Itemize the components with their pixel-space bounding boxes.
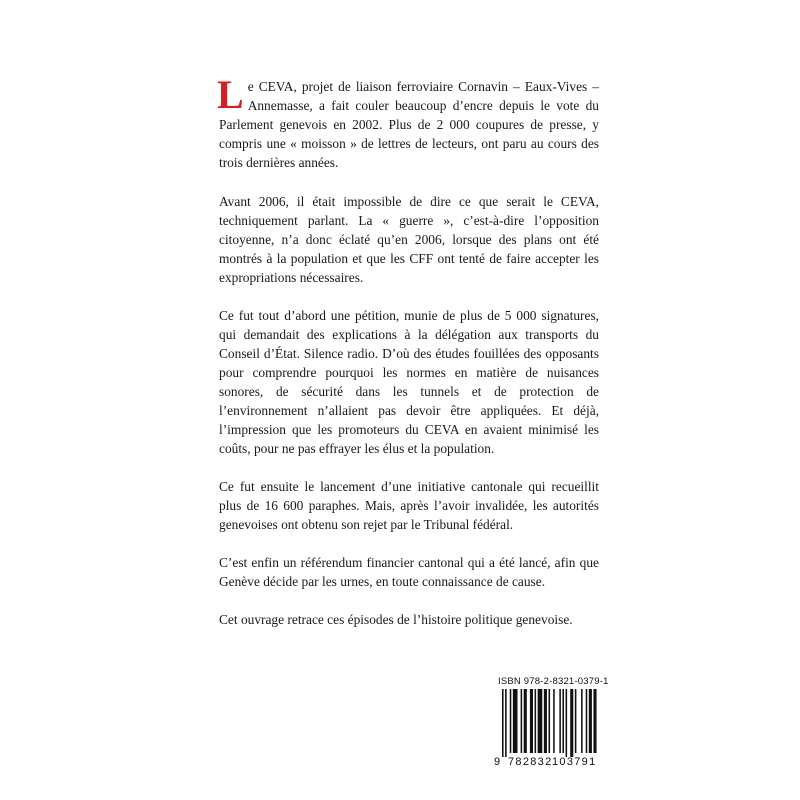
barcode-bar-3 [513, 689, 518, 753]
barcode-bars [502, 689, 598, 757]
barcode-bar-1 [505, 689, 507, 757]
barcode-left-digits: 782832 [508, 756, 553, 768]
barcode-right-digits: 103791 [552, 756, 597, 768]
barcode-bar-5 [524, 689, 527, 753]
blurb-text [217, 72, 599, 648]
barcode-bar-0 [502, 689, 504, 757]
blurb-paragraph-2: Avant 2006, il était impossible de dire ce que serait le CEVA, techniquement parlant. La « guerre », c’est-à-dire l’opposition citoyenne, n’a donc éclaté qu’en 2006, lorsque des plans ont été montrés à la population et que les CFF ont tenté de faire accepter les expropriations nécessaires. [219, 194, 599, 285]
blurb-paragraph-6: Cet ouvrage retrace ces épisodes de l’histoire politique genevoise. [219, 612, 573, 627]
blurb-paragraph-4: Ce fut ensuite le lancement d’une initiative cantonale qui recueillit plus de 16 600 paraphes. Mais, après l’avoir invalidée, les autorités genevoises ont obtenu son rejet par le Tribunal fédéral. [219, 479, 599, 532]
barcode-bar-16 [575, 689, 577, 753]
barcode-bar-18 [586, 689, 588, 753]
barcode-bar-9 [544, 689, 547, 753]
barcode-bar-11 [553, 689, 555, 753]
isbn-barcode [494, 676, 609, 772]
barcode-bar-13 [562, 689, 564, 753]
barcode-bar-4 [521, 689, 523, 753]
drop-cap: L [217, 72, 244, 117]
barcode-bar-10 [549, 689, 551, 753]
barcode-bar-19 [589, 689, 592, 753]
blurb-paragraph-3: Ce fut tout d’abord une pétition, munie de plus de 5 000 signatures, qui demandait des explications à la délégation aux transports du Conseil d’État. Silence radio. D’où des études fouillées des opposants pour comprendre pourquoi les normes en matière de nuisances sonores, de sécurité dans les tunnels et de protection de l’environnement n’allaient pas devoir être appliquées. Et déjà, l’impression que les promoteurs du CEVA en avaient minimisé les coûts, pour ne pas effrayer les élus et la population. [219, 308, 599, 456]
barcode-bar-6 [530, 689, 533, 753]
barcode-bar-12 [559, 689, 561, 753]
barcode-lead-digit: 9 [494, 756, 502, 768]
barcode-bar-15 [570, 689, 573, 757]
barcode-bar-2 [510, 689, 512, 753]
barcode-bar-17 [581, 689, 583, 753]
blurb-paragraph-1 [217, 72, 599, 172]
barcode-bar-7 [535, 689, 537, 753]
blurb-paragraph-1-text: e CEVA, projet de liaison ferroviaire Cornavin – Eaux-Vives – Annemasse, a fait couler beaucoup d’encre depuis le vote du Parlement genevois en 2002. Plus de 2 000 coupures de presse, y compris une « moisson » de lettres de lecteurs, ont paru au cours des trois dernières années. [219, 79, 599, 170]
barcode-bar-14 [566, 689, 568, 757]
barcode-bar-20 [593, 689, 596, 753]
barcode-bar-8 [538, 689, 543, 753]
isbn-label: ISBN 978-2-8321-0379-1 [498, 676, 609, 687]
blurb-paragraph-5: C’est enfin un référendum financier cantonal qui a été lancé, afin que Genève décide par les urnes, en toute connaissance de cause. [219, 555, 599, 589]
